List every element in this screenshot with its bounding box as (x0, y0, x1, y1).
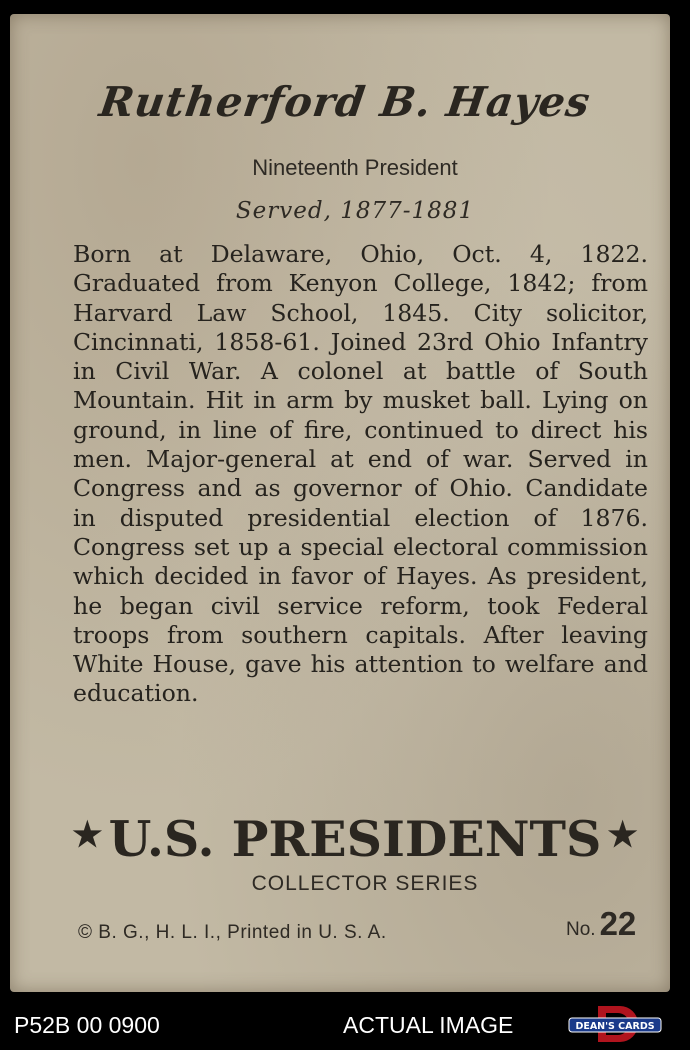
series-title (0, 810, 690, 868)
series-subtitle: COLLECTOR SERIES (251, 872, 479, 895)
certification-id: P52B 00 0900 (14, 1012, 160, 1038)
president-ordinal: Nineteenth President (252, 155, 458, 180)
copyright-line: © B. G., H. L. I., Printed in U. S. A. (78, 922, 387, 943)
card-number-value: 22 (599, 905, 637, 942)
president-name: Rutherford B. Hayes (96, 78, 594, 126)
series-title-text: U.S. PRESIDENTS (108, 810, 602, 868)
star-icon: ★ (607, 815, 638, 855)
term-served: Served, 1877-1881 (235, 198, 475, 224)
star-icon: ★ (72, 815, 103, 855)
logo-text: DEAN'S CARDS (575, 1021, 655, 1032)
card-number-label: No. (566, 919, 596, 940)
biography-text: Born at Delaware, Ohio, Oct. 4, 1822. Graduated from Kenyon College, 1842; from Harvard Law School, 1845. City solicitor, Cincinnati, 1858-61. Joined 23rd Ohio Infantry in Civil War. A colonel at battle of South Mountain. Hit in arm by musket ball. Lying on ground, in line of fire, continued to direct his men. Major-general at end of war. Served in Congress and as governor of Ohio. Candidate in disputed presidential election of 1876. Congress set up a special electoral commission which decided in favor of Hayes. As president, he began civil service reform, took Federal troops from southern capitals. After leaving White House, gave his attention to welfare and education. (73, 240, 648, 708)
actual-image-label: ACTUAL IMAGE (343, 1012, 514, 1038)
deans-cards-logo (568, 1004, 662, 1044)
card-number (566, 905, 636, 943)
